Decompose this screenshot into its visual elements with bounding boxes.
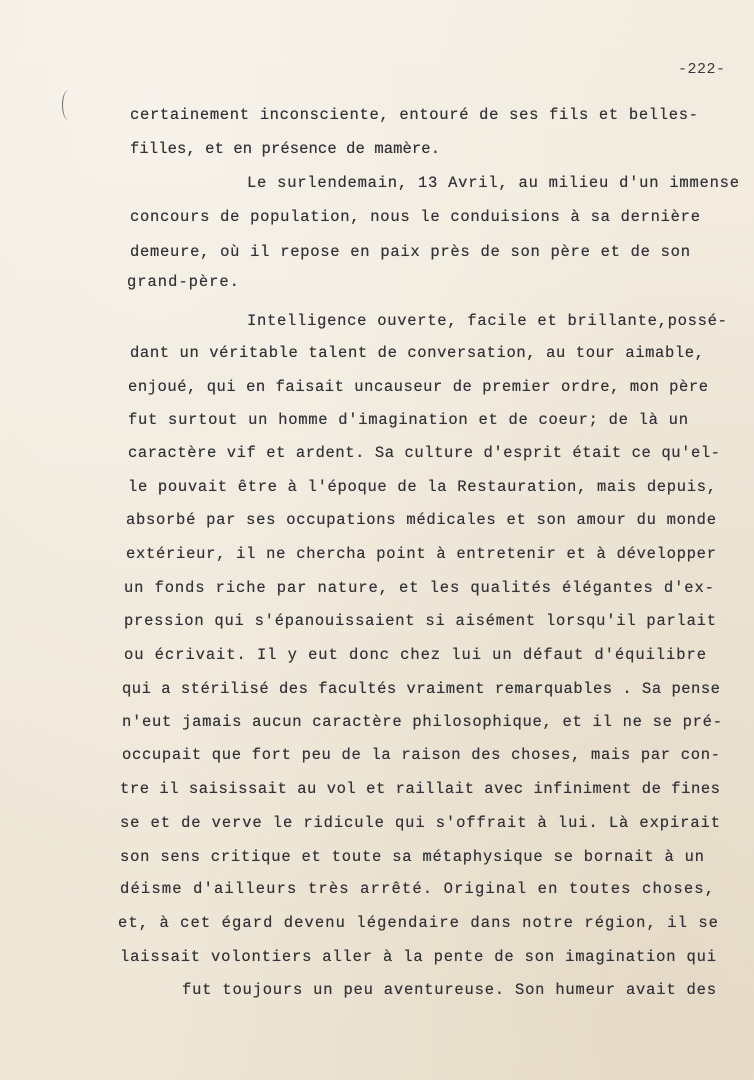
text-line: fut surtout un homme d'imagination et de coeur; de là un [128, 411, 689, 429]
text-line: qui a stérilisé des facultés vraiment remarquables . Sa pense [122, 680, 721, 698]
text-line: son sens critique et toute sa métaphysique se bornait à un [120, 848, 705, 866]
text-line: un fonds riche par nature, et les qualités élégantes d'ex- [124, 579, 715, 597]
text-line: déisme d'ailleurs très arrêté. Original en toutes choses, [120, 880, 716, 898]
text-line: et, à cet égard devenu légendaire dans notre région, il se [118, 914, 720, 932]
text-line: le pouvait être à l'époque de la Restauration, mais depuis, [128, 478, 717, 496]
text-line: Intelligence ouverte, facile et brillante,possé- [247, 312, 728, 330]
text-line: filles, et en présence de mamère. [130, 140, 441, 158]
page-number: -222- [678, 61, 726, 78]
text-line: fut toujours un peu aventureuse. Son humeur avait des [182, 981, 717, 999]
margin-bracket-mark [62, 90, 75, 120]
text-line: grand-père. [127, 273, 240, 291]
text-line: tre il saisissait au vol et raillait avec infiniment de fines [120, 780, 721, 798]
text-line: extérieur, il ne chercha point à entretenir et à développer [126, 545, 717, 563]
text-line: demeure, où il repose en paix près de son père et de son [130, 243, 691, 261]
text-line: se et de verve le ridicule qui s'offrait à lui. Là expirait [120, 814, 721, 832]
text-line: laissait volontiers aller à la pente de son imagination qui [120, 948, 717, 966]
text-line: dant un véritable talent de conversation, au tour aimable, [130, 344, 705, 362]
text-line: enjoué, qui en faisait uncauseur de premier ordre, mon père [128, 378, 709, 396]
text-line: Le surlendemain, 13 Avril, au milieu d'un immense [247, 174, 740, 192]
text-line: ou écrivait. Il y eut donc chez lui un défaut d'équilibre [124, 646, 707, 664]
text-line: concours de population, nous le conduisions à sa dernière [130, 208, 701, 226]
text-line: caractère vif et ardent. Sa culture d'esprit était ce qu'el- [128, 444, 721, 462]
text-line: absorbé par ses occupations médicales et son amour du monde [126, 511, 717, 529]
text-line: occupait que fort peu de la raison des choses, mais par con- [122, 746, 721, 764]
text-line: n'eut jamais aucun caractère philosophique, et il ne se pré- [122, 713, 723, 731]
text-line: pression qui s'épanouissaient si aisément lorsqu'il parlait [124, 612, 717, 630]
text-line: certainement inconsciente, entouré de ses fils et belles- [130, 106, 699, 124]
